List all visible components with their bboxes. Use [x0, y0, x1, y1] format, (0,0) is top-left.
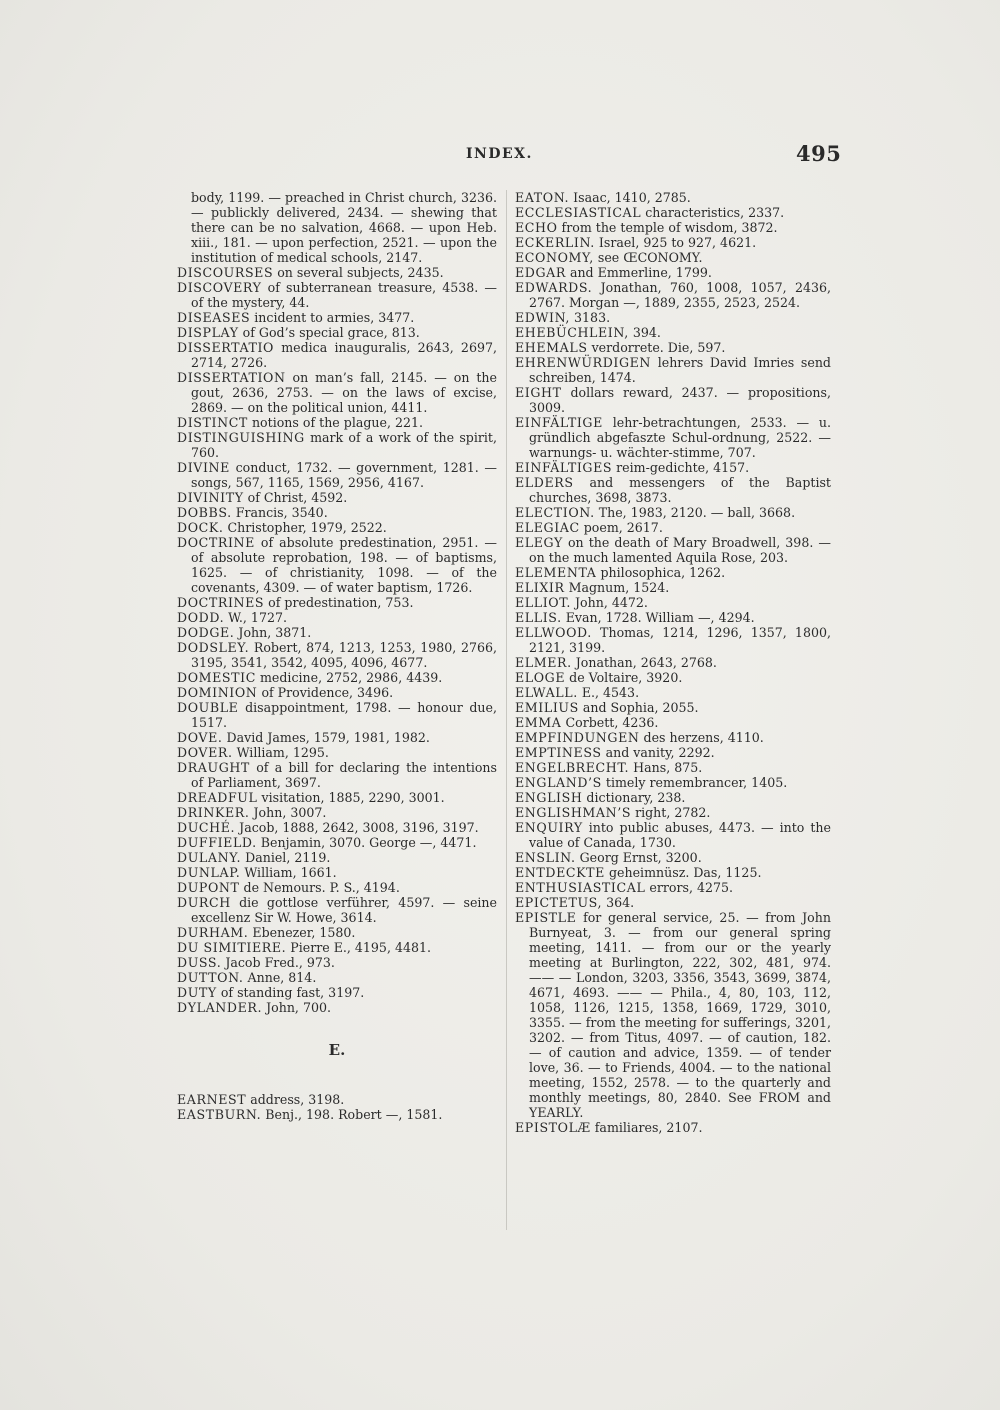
index-references: on man’s fall, 2145. — on the gout, 2636, 2753. — on the laws of excise, 2869. — on the political union, 4411.	[191, 370, 497, 415]
index-headword: DODGE.	[177, 625, 235, 640]
index-entry	[515, 535, 831, 565]
index-references: characteristics, 2337.	[641, 205, 785, 220]
running-head: INDEX.	[466, 146, 533, 162]
index-entry	[177, 1107, 497, 1122]
index-entry	[515, 610, 831, 625]
index-entry	[177, 970, 497, 985]
index-references: Thomas, 1214, 1296, 1357, 1800, 2121, 3199.	[529, 625, 831, 655]
index-entry	[515, 595, 831, 610]
index-headword: ELLIS.	[515, 610, 562, 625]
index-references: John, 700.	[262, 1000, 331, 1015]
index-headword: DUNLAP.	[177, 865, 241, 880]
index-entry	[515, 790, 831, 805]
index-entry	[515, 580, 831, 595]
index-headword: DOBBS.	[177, 505, 232, 520]
index-headword: DRAUGHT	[177, 760, 250, 775]
index-entry	[177, 790, 497, 805]
index-headword: DYLANDER.	[177, 1000, 263, 1015]
index-references: lehrers David Imries send schreiben, 1474.	[529, 355, 831, 385]
index-entry	[515, 745, 831, 760]
index-references: philosophica, 1262.	[596, 565, 726, 580]
index-entry	[515, 625, 831, 655]
index-entry	[177, 265, 497, 280]
index-headword: EHEMALS	[515, 340, 588, 355]
index-headword: EMPFINDUNGEN	[515, 730, 640, 745]
index-references: and Emmerline, 1799.	[565, 265, 712, 280]
index-references: and vanity, 2292.	[601, 745, 715, 760]
index-headword: EASTBURN.	[177, 1107, 262, 1122]
index-headword: ELEMENTA	[515, 565, 597, 580]
index-headword: ENGELBRECHT.	[515, 760, 630, 775]
index-references: errors, 4275.	[645, 880, 734, 895]
index-references: and messengers of the Baptist churches, 3698, 3873.	[529, 475, 831, 505]
index-headword: EATON.	[515, 190, 570, 205]
index-references: William, 1661.	[240, 865, 337, 880]
index-entry	[177, 310, 497, 325]
index-references: Jonathan, 760, 1008, 1057, 2436, 2767. Morgan —, 1889, 2355, 2523, 2524.	[529, 280, 831, 310]
index-entry	[177, 820, 497, 835]
index-references: The, 1983, 2120. — ball, 3668.	[594, 505, 796, 520]
index-headword: EHRENWÜRDIGEN	[515, 355, 652, 370]
index-references: Ebenezer, 1580.	[248, 925, 356, 940]
index-references: medicine, 2752, 2986, 4439.	[255, 670, 443, 685]
index-headword: ELEGY	[515, 535, 563, 550]
index-entry	[515, 235, 831, 250]
index-headword: ELIXIR	[515, 580, 565, 595]
index-headword: DODSLEY.	[177, 640, 250, 655]
index-references: familiares, 2107.	[590, 1120, 703, 1135]
index-headword: DOUBLE	[177, 700, 239, 715]
index-references: Christopher, 1979, 2522.	[223, 520, 387, 535]
index-headword: EDWIN,	[515, 310, 571, 325]
index-references: Georg Ernst, 3200.	[575, 850, 702, 865]
index-entry	[515, 340, 831, 355]
index-entry	[515, 280, 831, 310]
index-column-right	[515, 190, 831, 1135]
index-references: 394.	[628, 325, 661, 340]
index-headword: DUPONT	[177, 880, 240, 895]
index-headword: ELMER.	[515, 655, 572, 670]
index-headword: ENTHUSIASTICAL	[515, 880, 646, 895]
index-entry	[515, 385, 831, 415]
index-entry	[515, 775, 831, 790]
index-entry	[177, 625, 497, 640]
index-references: Israel, 925 to 927, 4621.	[594, 235, 757, 250]
index-entry	[177, 835, 497, 850]
index-headword: ECHO	[515, 220, 558, 235]
index-headword: DOCTRINES	[177, 595, 265, 610]
index-entry	[515, 325, 831, 340]
index-entry	[177, 610, 497, 625]
index-headword: EMPTINESS	[515, 745, 602, 760]
index-headword: DISTINGUISHING	[177, 430, 305, 445]
index-entry	[177, 805, 497, 820]
index-entry	[177, 1000, 497, 1015]
index-entry	[177, 595, 497, 610]
index-entry	[515, 505, 831, 520]
index-references: visitation, 1885, 2290, 3001.	[257, 790, 445, 805]
index-entries-d	[177, 265, 497, 1015]
index-entry	[515, 220, 831, 235]
index-entry	[515, 475, 831, 505]
index-entry	[515, 520, 831, 535]
index-references: poem, 2617.	[579, 520, 663, 535]
index-references: Benj., 198. Robert —, 1581.	[261, 1107, 443, 1122]
index-headword: DISTINCT	[177, 415, 248, 430]
index-headword: EIGHT	[515, 385, 562, 400]
index-headword: ENGLISH	[515, 790, 583, 805]
index-headword: DURCH	[177, 895, 231, 910]
index-references: Benjamin, 3070. George —, 4471.	[256, 835, 477, 850]
index-headword: DREADFUL	[177, 790, 258, 805]
index-references: Francis, 3540.	[231, 505, 328, 520]
index-headword: DODD.	[177, 610, 225, 625]
index-entry	[177, 460, 497, 490]
index-references: of predestination, 753.	[264, 595, 414, 610]
index-headword: DIVINITY	[177, 490, 244, 505]
index-headword: ECKERLIN.	[515, 235, 595, 250]
index-headword: DUTTON.	[177, 970, 244, 985]
index-references: Anne, 814.	[243, 970, 317, 985]
index-headword: DURHAM.	[177, 925, 249, 940]
index-entry	[177, 520, 497, 535]
index-references: Pierre E., 4195, 4481.	[286, 940, 432, 955]
index-references: W., 1727.	[224, 610, 287, 625]
index-references: John, 4472.	[570, 595, 648, 610]
index-entry	[177, 325, 497, 340]
index-references: John, 3007.	[249, 805, 327, 820]
index-entry	[177, 745, 497, 760]
index-references: of subterranean treasure, 4538. — of the mystery, 44.	[191, 280, 497, 310]
index-headword: ELLWOOD.	[515, 625, 592, 640]
index-headword: EPISTLE	[515, 910, 577, 925]
index-headword: DUCHÉ.	[177, 820, 236, 835]
index-headword: ENSLIN.	[515, 850, 576, 865]
index-references: 364.	[602, 895, 635, 910]
index-references: de Nemours. P. S., 4194.	[239, 880, 400, 895]
index-entry	[515, 910, 831, 1120]
index-entries-e	[177, 1092, 497, 1122]
index-references: conduct, 1732. — government, 1281. — songs, 567, 1165, 1569, 2956, 4167.	[191, 460, 497, 490]
index-headword: EDGAR	[515, 265, 566, 280]
index-entry	[177, 505, 497, 520]
index-headword: EMMA	[515, 715, 562, 730]
index-entry	[515, 865, 831, 880]
index-headword: ENTDECKTE	[515, 865, 605, 880]
index-entry	[177, 730, 497, 745]
index-references: Robert, 874, 1213, 1253, 1980, 2766, 3195, 3541, 3542, 4095, 4096, 4677.	[191, 640, 497, 670]
index-entry	[177, 370, 497, 415]
index-references: de Voltaire, 3920.	[565, 670, 683, 685]
index-references: notions of the plague, 221.	[247, 415, 424, 430]
index-headword: DOCK.	[177, 520, 224, 535]
index-entry	[177, 1092, 497, 1107]
index-references: Hans, 875.	[629, 760, 703, 775]
index-entry	[515, 850, 831, 865]
index-entry	[177, 865, 497, 880]
index-entry	[515, 670, 831, 685]
index-headword: DISSERTATION	[177, 370, 286, 385]
index-entry	[177, 940, 497, 955]
index-references: verdorrete. Die, 597.	[587, 340, 726, 355]
index-references: Daniel, 2119.	[241, 850, 331, 865]
index-references: timely remembrancer, 1405.	[601, 775, 788, 790]
index-entry	[515, 1120, 831, 1135]
index-entry	[515, 415, 831, 460]
index-references: mark of a work of the spirit, 760.	[191, 430, 497, 460]
index-entry	[515, 685, 831, 700]
index-references: address, 3198.	[246, 1092, 345, 1107]
index-headword: ELEGIAC	[515, 520, 580, 535]
index-headword: DISCOURSES	[177, 265, 274, 280]
index-entry	[177, 640, 497, 670]
index-entry	[515, 565, 831, 580]
index-headword: EINFÄLTIGE	[515, 415, 603, 430]
index-references: Evan, 1728. William —, 4294.	[561, 610, 755, 625]
index-references: for general service, 25. — from John Burnyeat, 3. — from our general spring meeting, 1411. — from our or the yearly meeting at Burlington, 222, 302, 481, 974. —— — London, 3203, 3356, 3543, 3699, 3874, 4671, 4693. —— — Phila., 4, 80, 103, 112, 1058, 1126, 1215, 1358, 1669, 1729, 3010, 3355. — from the meeting for sufferings, 3201, 3202. — from Titus, 4097. — of caution, 182. — of caution and advice, 1359. — of tender love, 36. — to Friends, 4004. — to the national meeting, 1552, 2578. — to the quarterly and monthly meetings, 80, 2840. See FROM and YEARLY.	[529, 910, 831, 1120]
index-headword: DULANY.	[177, 850, 242, 865]
index-headword: DRINKER.	[177, 805, 250, 820]
index-headword: DOVER.	[177, 745, 233, 760]
index-references: incident to armies, 3477.	[250, 310, 415, 325]
index-references: right, 2782.	[631, 805, 711, 820]
index-references: on several subjects, 2435.	[273, 265, 444, 280]
index-references: David James, 1579, 1981, 1982.	[222, 730, 430, 745]
index-references: Corbett, 4236.	[561, 715, 659, 730]
index-entry	[515, 730, 831, 745]
index-headword: ELOGE	[515, 670, 566, 685]
index-references: of a bill for declaring the intentions of Parliament, 3697.	[191, 760, 497, 790]
index-references: of Christ, 4592.	[243, 490, 348, 505]
index-references: dictionary, 238.	[582, 790, 686, 805]
index-entry	[515, 715, 831, 730]
index-entry	[515, 895, 831, 910]
index-headword: ECONOMY,	[515, 250, 594, 265]
index-entry	[177, 535, 497, 595]
index-references: into public abuses, 4473. — into the value of Canada, 1730.	[529, 820, 831, 850]
index-headword: ENQUIRY	[515, 820, 583, 835]
index-entry	[177, 415, 497, 430]
index-entry	[177, 280, 497, 310]
index-headword: ELDERS	[515, 475, 574, 490]
index-headword: DOCTRINE	[177, 535, 255, 550]
index-entry	[177, 955, 497, 970]
index-references: from the temple of wisdom, 3872.	[557, 220, 778, 235]
index-entry	[177, 850, 497, 865]
index-references: John, 3871.	[234, 625, 312, 640]
page-number: 495	[796, 141, 842, 166]
index-references: reim-gedichte, 4157.	[612, 460, 750, 475]
index-references: Isaac, 1410, 2785.	[569, 190, 691, 205]
index-entry	[177, 430, 497, 460]
index-entry	[177, 340, 497, 370]
index-references: 3183.	[570, 310, 611, 325]
index-references: Jonathan, 2643, 2768.	[571, 655, 717, 670]
index-entry	[515, 265, 831, 280]
index-references: and Sophia, 2055.	[578, 700, 699, 715]
index-entry	[177, 895, 497, 925]
index-references: Jacob Fred., 973.	[221, 955, 335, 970]
index-headword: DUSS.	[177, 955, 222, 970]
index-headword: DUFFIELD.	[177, 835, 257, 850]
index-headword: ELECTION.	[515, 505, 595, 520]
index-entry	[177, 880, 497, 895]
index-references: geheimnüsz. Das, 1125.	[604, 865, 762, 880]
index-headword: DUTY	[177, 985, 217, 1000]
index-entry	[515, 310, 831, 325]
index-references: of God’s special grace, 813.	[238, 325, 420, 340]
index-headword: ECCLESIASTICAL	[515, 205, 642, 220]
index-headword: ENGLAND’S	[515, 775, 602, 790]
index-headword: EPISTOLÆ	[515, 1120, 591, 1135]
index-entry	[515, 805, 831, 820]
index-headword: EPICTETUS,	[515, 895, 603, 910]
index-headword: DISCOVERY	[177, 280, 262, 295]
index-entry	[177, 700, 497, 730]
index-entry	[177, 490, 497, 505]
index-references: lehr-betrachtungen, 2533. — u. gründlich abgefaszte Schul-ordnung, 2522. — warnungs- u. wächter-stimme, 707.	[529, 415, 831, 460]
index-headword: EDWARDS.	[515, 280, 593, 295]
index-entry	[515, 250, 831, 265]
index-entry	[515, 655, 831, 670]
section-letter-e: E.	[328, 1041, 346, 1059]
index-references: E., 4543.	[577, 685, 640, 700]
index-references: des herzens, 4110.	[639, 730, 764, 745]
index-entry	[177, 985, 497, 1000]
index-references: dollars reward, 2437. — propositions, 3009.	[529, 385, 831, 415]
index-entry	[515, 460, 831, 475]
index-references: on the death of Mary Broadwell, 398. — on the much lamented Aquila Rose, 203.	[529, 535, 831, 565]
index-references: medica inauguralis, 2643, 2697, 2714, 2726.	[191, 340, 497, 370]
index-references: Jacob, 1888, 2642, 3008, 3196, 3197.	[235, 820, 479, 835]
index-headword: ENGLISHMAN’S	[515, 805, 632, 820]
index-headword: ELWALL.	[515, 685, 578, 700]
index-entry	[515, 355, 831, 385]
index-headword: DISSERTATIO	[177, 340, 274, 355]
index-references: Magnum, 1524.	[564, 580, 670, 595]
index-entries-right	[515, 190, 831, 1135]
index-headword: DISEASES	[177, 310, 251, 325]
index-references: of standing fast, 3197.	[216, 985, 365, 1000]
index-entry	[515, 820, 831, 850]
index-headword: EMILIUS	[515, 700, 579, 715]
column-divider	[506, 190, 507, 1230]
index-column-left	[177, 190, 497, 1122]
index-entry	[177, 760, 497, 790]
index-references: die gottlose verführer, 4597. — seine excellenz Sir W. Howe, 3614.	[191, 895, 497, 925]
index-entry	[515, 880, 831, 895]
index-headword: EINFÄLTIGES	[515, 460, 613, 475]
index-headword: DOMINION	[177, 685, 258, 700]
index-references: see ŒCONOMY.	[593, 250, 703, 265]
index-headword: DIVINE	[177, 460, 230, 475]
index-headword: ELLIOT.	[515, 595, 571, 610]
index-headword: DOVE.	[177, 730, 223, 745]
index-headword: DISPLAY	[177, 325, 239, 340]
index-headword: EHEBÜCHLEIN,	[515, 325, 629, 340]
continued-entry: body, 1199. — preached in Christ church, 3236. — publickly delivered, 2434. — shewing that there can be no salvation, 4668. — upon Heb. xiii., 181. — upon perfection, 2521. — upon the institution of medical schools, 2147.	[191, 190, 497, 265]
index-headword: DU SIMITIERE.	[177, 940, 287, 955]
index-references: of Providence, 3496.	[257, 685, 394, 700]
index-entry	[515, 760, 831, 775]
index-references: of absolute predestination, 2951. — of absolute reprobation, 198. — of baptisms, 1625. — of christianity, 1098. — of the covenants, 4309. — of water baptism, 1726.	[191, 535, 497, 595]
index-headword: DOMESTIC	[177, 670, 256, 685]
index-references: William, 1295.	[232, 745, 329, 760]
index-references: disappointment, 1798. — honour due, 1517.	[191, 700, 497, 730]
index-entry	[177, 925, 497, 940]
index-entry	[177, 685, 497, 700]
index-entry	[177, 670, 497, 685]
index-headword: EARNEST	[177, 1092, 247, 1107]
index-entry	[515, 700, 831, 715]
index-entry	[515, 190, 831, 205]
index-entry	[515, 205, 831, 220]
